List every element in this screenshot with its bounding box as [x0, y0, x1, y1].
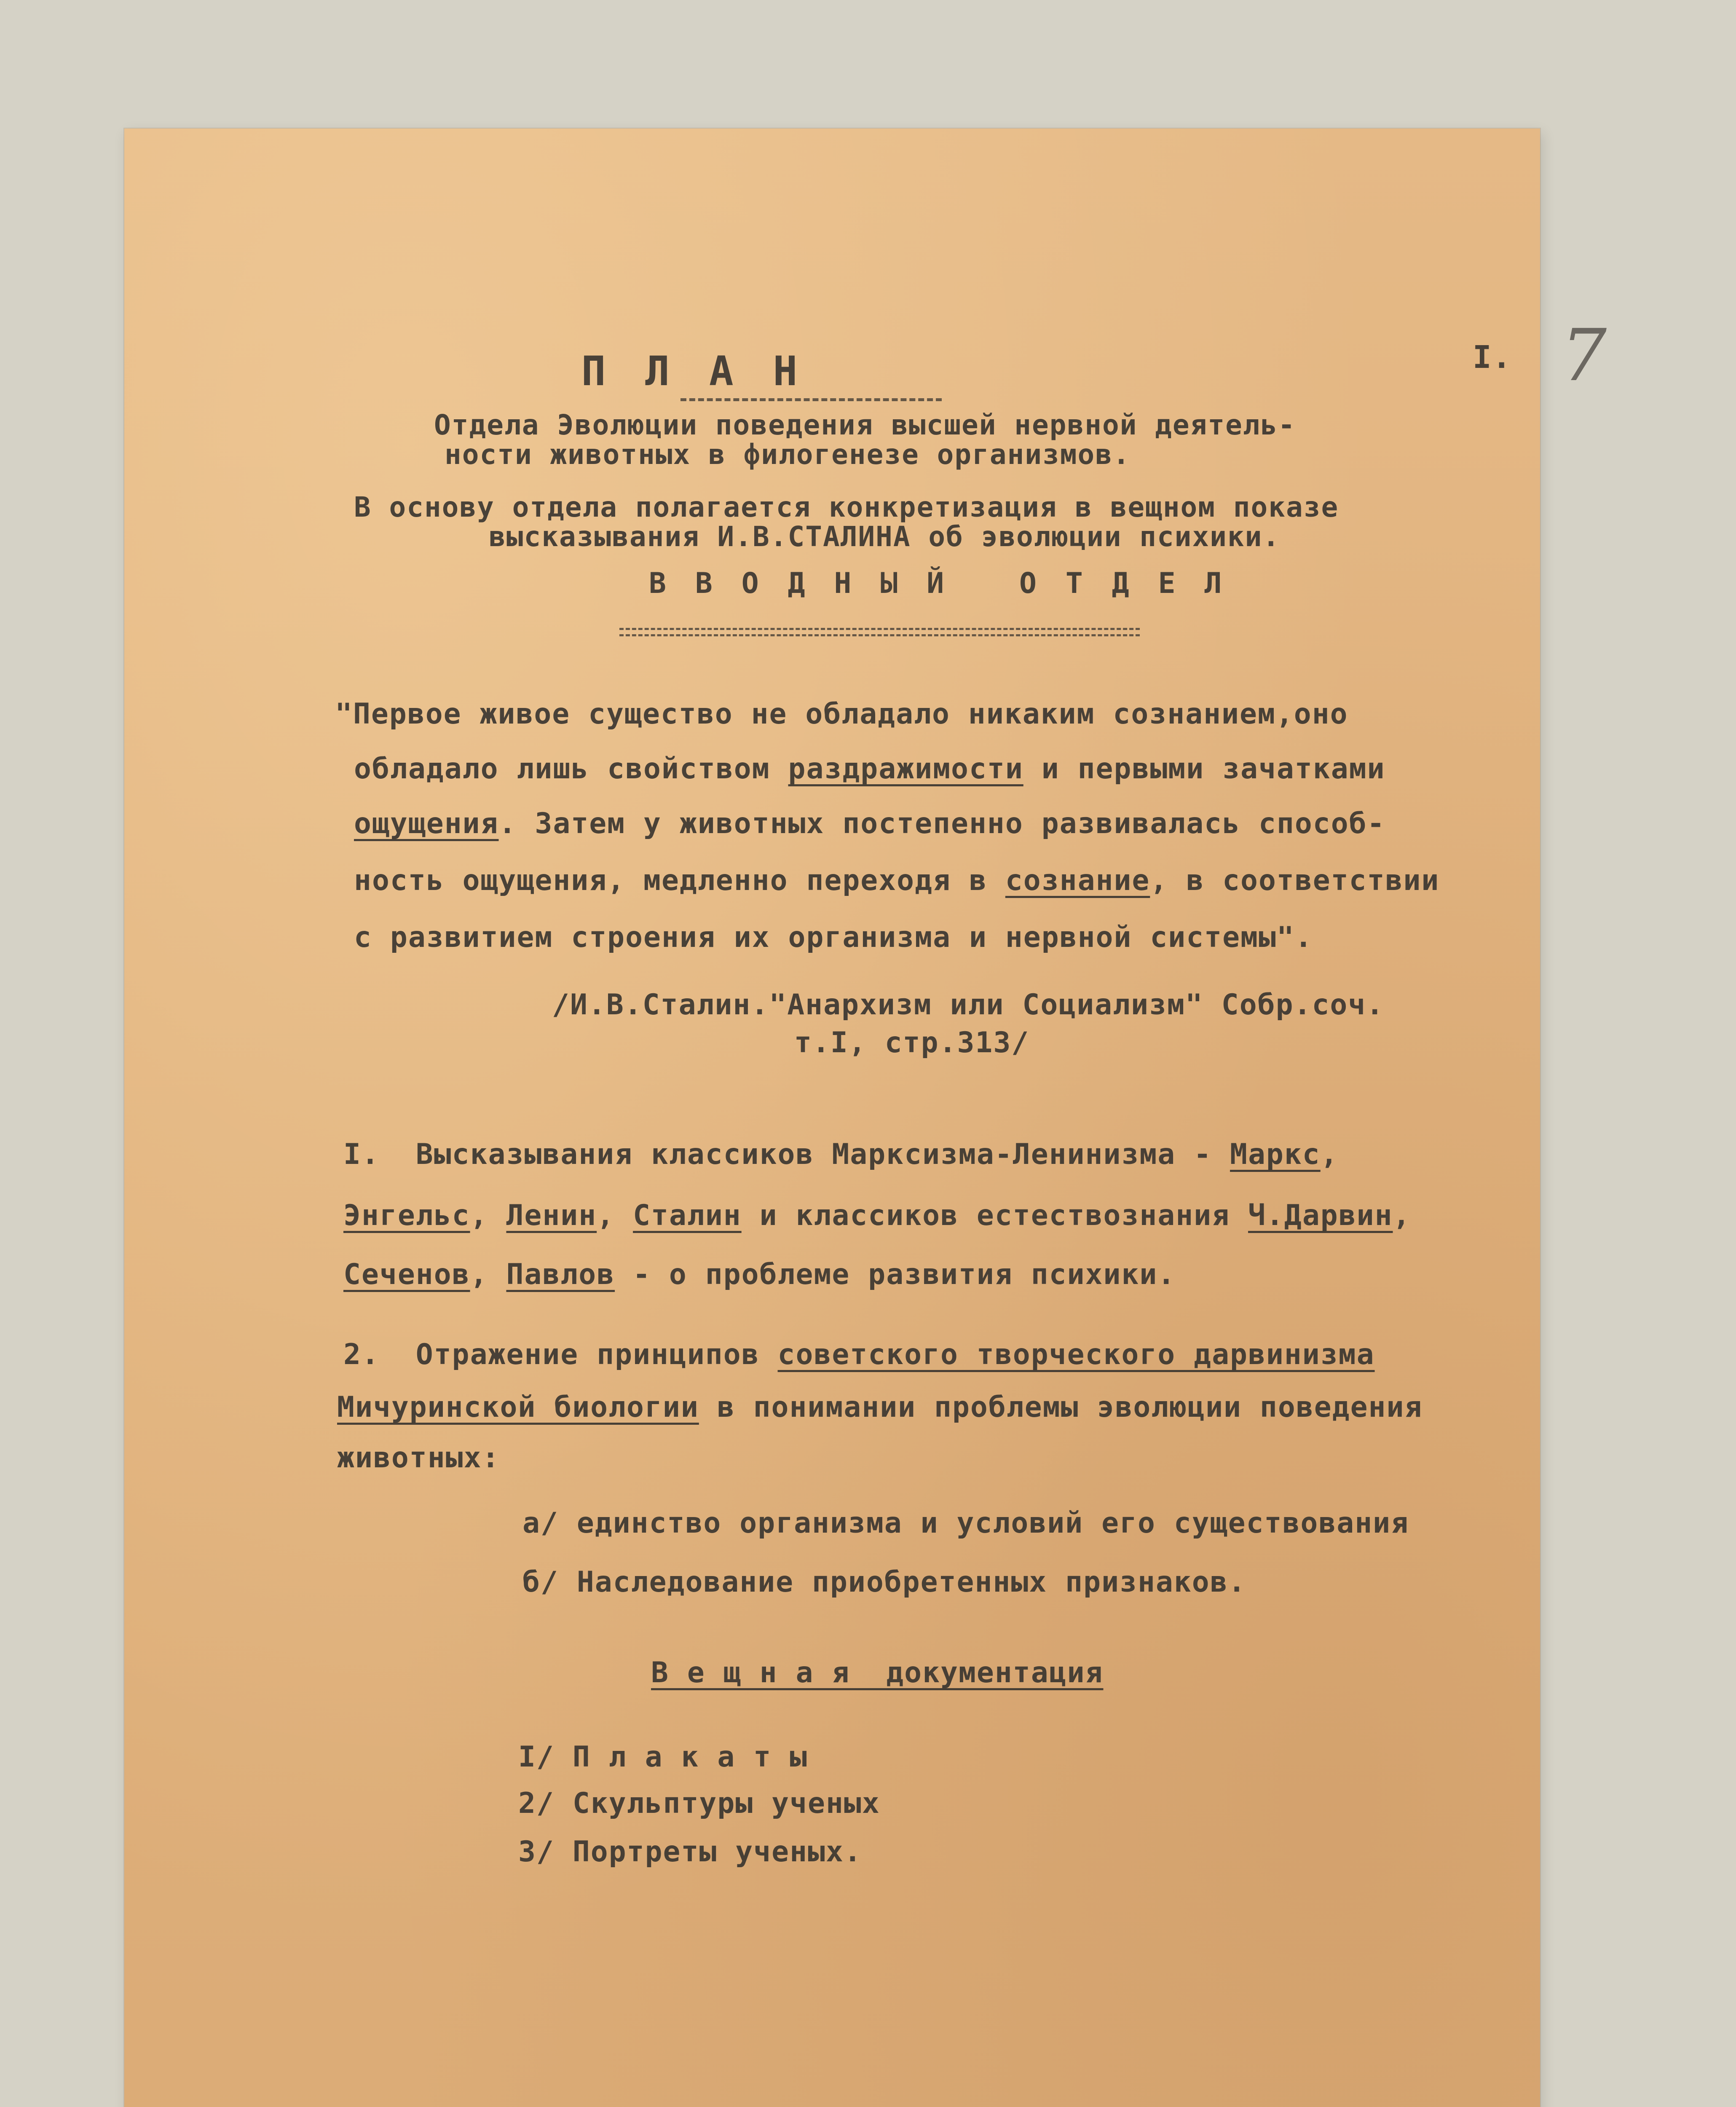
item-2-line-2 [337, 1391, 1423, 1424]
item-text: - о проблеме развития психики. [615, 1258, 1176, 1291]
handwritten-page-number: 7 [1561, 314, 1607, 397]
underlined-name: Сталин [633, 1199, 742, 1232]
doc-item-2: 2/ Скульптуры ученых [518, 1787, 880, 1820]
item-text: , [597, 1199, 633, 1232]
quote-line-1: "Первое живое существо не обладало никаким сознанием,оно [335, 697, 1348, 731]
subitem-b: б/ Наследование приобретенных признаков. [522, 1566, 1246, 1599]
underlined-phrase: советского творческого дарвинизма [777, 1338, 1375, 1371]
quote-line-5: с развитием строения их организма и нервной системы". [354, 921, 1313, 954]
document-title: П Л А Н [581, 348, 805, 395]
intro-line-2: высказывания И.В.СТАЛИНА об эволюции психики. [489, 520, 1281, 553]
doc-item-3: 3/ Портреты ученых. [518, 1835, 862, 1868]
underlined-name: Маркс [1230, 1138, 1321, 1171]
underlined-name: Сеченов [343, 1258, 470, 1291]
item-text: , [470, 1199, 506, 1232]
quote-text: , в соответствии [1150, 864, 1440, 897]
underlined-term: раздражимости [788, 752, 1023, 785]
quote-line-3 [354, 807, 1385, 840]
underlined-name: Ч.Дарвин [1248, 1199, 1393, 1232]
item-1-line-1 [343, 1138, 1339, 1171]
underlined-term: ощущения [354, 807, 499, 840]
item-1-line-2 [343, 1199, 1411, 1232]
underlined-name: Ленин [506, 1199, 597, 1232]
item-text: I. Высказывания классиков Марксизма-Ленинизма - [343, 1138, 1230, 1171]
citation-line-1: /И.В.Сталин."Анархизм или Социализм" Собр.соч. [552, 988, 1385, 1021]
item-text: , [470, 1258, 506, 1291]
quote-text: обладало лишь свойством [354, 752, 788, 785]
typed-page-number: I. [1473, 339, 1512, 375]
item-text: в понимании проблемы эволюции поведения [699, 1391, 1423, 1424]
intro-line-1: В основу отдела полагается конкретизация в вещном показе [354, 491, 1339, 523]
item-text: и классиков естествознания [741, 1199, 1248, 1232]
quote-line-2 [354, 752, 1385, 785]
citation-line-2: т.I, стр.313/ [794, 1026, 1030, 1059]
quote-text: ность ощущения, медленно переходя в [354, 864, 1005, 897]
item-text: , [1320, 1138, 1339, 1171]
section-heading-underline [619, 628, 1140, 636]
item-text: 2. Отражение принципов [343, 1338, 778, 1371]
underlined-phrase: Мичуринской биологии [337, 1391, 699, 1424]
section-heading: В В О Д Н Ы Й О Т Д Е Л [649, 567, 1228, 600]
subtitle-line-2: ности животных в филогенезе организмов. [445, 438, 1131, 471]
item-1-line-3 [343, 1258, 1176, 1291]
item-text: , [1393, 1199, 1411, 1232]
doc-item-1: I/ П л а к а т ы [518, 1740, 808, 1774]
underlined-name: Энгельс [343, 1199, 470, 1232]
quote-line-4 [354, 864, 1439, 897]
subitem-a: а/ единство организма и условий его существования [522, 1507, 1409, 1540]
documentation-heading: В е щ н а я документация [651, 1656, 1104, 1689]
item-2-line-1 [343, 1338, 1375, 1371]
subtitle-line-1: Отдела Эволюции поведения высшей нервной деятель- [434, 409, 1296, 441]
document-sheet [124, 129, 1607, 2107]
underlined-name: Павлов [506, 1258, 615, 1291]
item-2-line-3: животных: [337, 1441, 500, 1474]
title-underline [680, 398, 942, 401]
quote-text: и первыми зачатками [1023, 752, 1385, 785]
quote-text: . Затем у животных постепенно развивалась способ- [498, 807, 1385, 840]
underlined-term: сознание [1005, 864, 1150, 897]
